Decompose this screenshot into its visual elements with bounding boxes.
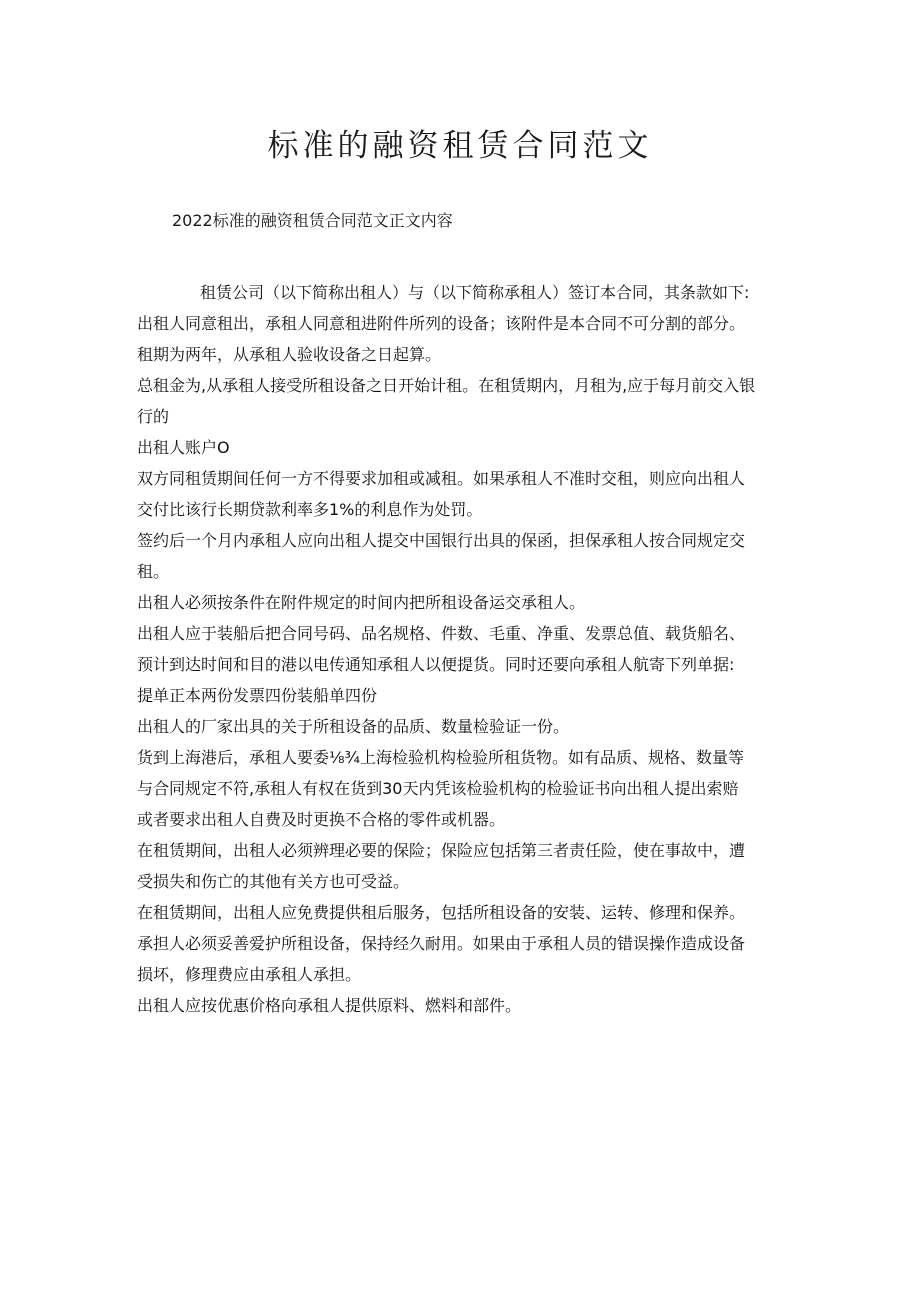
document-body [137,277,797,1021]
paragraph-line: 出租人的厂家出具的关于所租设备的品质、数量检验证一份。 [137,717,570,736]
paragraph-line: 在租赁期间，出租人必须辨理必要的保险；保险应包括第三者责任险，使在事故中，遭 [137,841,746,860]
paragraph-line: 货到上海港后，承租人要委⅛¾上海检验机构检验所租货物。如有品质、规格、数量等 [137,748,745,767]
paragraph-line: 出租人应于装船后把合同号码、品名规格、件数、毛重、净重、发票总值、载货船名、 [137,624,746,643]
paragraph-line: 行的 [137,407,170,426]
paragraph-line: 或者要求出租人自费及时更换不合格的零件或机器。 [137,810,506,829]
paragraph-line: 受损失和伤亡的其他有关方也可受益。 [137,872,410,891]
document-title: 标准的融资租赁合同范文 [267,128,653,164]
paragraph-line: 提单正本两份发票四份装船单四份 [137,686,378,705]
paragraph-line: 签约后一个月内承租人应向出租人提交中国银行出具的保函，担保承租人按合同规定交 [137,531,746,550]
paragraph-line: 租赁公司（以下简称出租人）与（以下简称承租人）签订本合同，其条款如下: [200,283,750,302]
document-subtitle: 2022标准的融资租赁合同范文正文内容 [172,211,453,230]
paragraph-line: 与合同规定不符,承租人有权在货到30天内凭该检验机构的检验证书向出租人提出索赔 [137,779,739,798]
paragraph-line: 总租金为,从承租人接受所租设备之日开始计租。在租赁期内，月租为,应于每月前交入银 [137,376,756,395]
paragraph-line: 出租人账户O [137,438,230,457]
paragraph-line: 租。 [137,562,170,581]
paragraph-line: 损坏，修理费应由承租人承担。 [137,965,362,984]
paragraph-line: 在租赁期间，出租人应免费提供租后服务，包括所租设备的安装、运转、修理和保养。 [137,903,746,922]
paragraph-line: 预计到达时间和目的港以电传通知承租人以便提货。同时还要向承租人航寄下列单据: [137,655,735,674]
paragraph-line: 出租人必须按条件在附件规定的时间内把所租设备运交承租人。 [137,593,586,612]
paragraph-line: 承担人必须妥善爱护所租设备，保持经久耐用。如果由于承租人员的错误操作造成设备 [137,934,746,953]
paragraph-line: 租期为两年，从承租人验收设备之日起算。 [137,345,442,364]
paragraph-line: 双方同租赁期间任何一方不得要求加租或减租。如果承租人不准时交租，则应向出租人 [137,469,746,488]
paragraph-line: 出租人应按优惠价格向承租人提供原料、燃料和部件。 [137,996,522,1015]
paragraph-line: 交付比该行长期贷款利率多1%的利息作为处罚。 [137,500,483,519]
paragraph-line: 出租人同意租出，承租人同意租进附件所列的设备；该附件是本合同不可分割的部分。 [137,314,746,333]
